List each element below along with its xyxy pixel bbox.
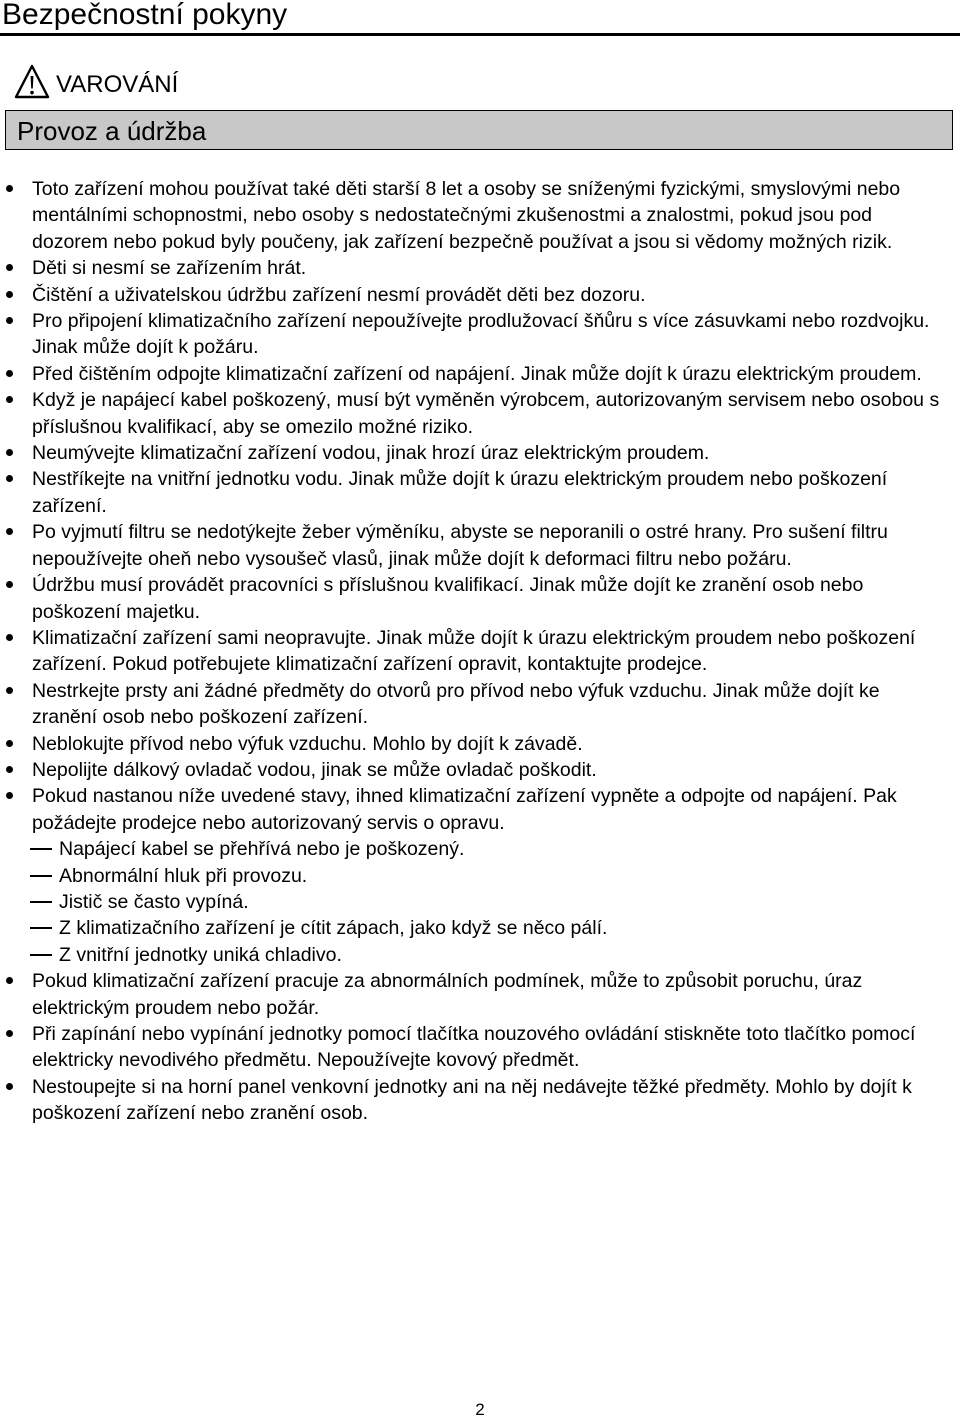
list-item-text: Při zapínání nebo vypínání jednotky pomocí tlačítka nouzového ovládání stiskněte toto tlačítko pomocí elektricky nevodivého předmětu. Nepoužívejte kovový předmět. bbox=[32, 1023, 916, 1072]
list-item-text: Nestrkejte prsty ani žádné předměty do otvorů pro přívod nebo výfuk vzduchu. Jinak může dojít ke zranění osob nebo poškození zařízení. bbox=[32, 679, 880, 729]
sub-list-item-text: Z vnitřní jednotky uniká chladivo. bbox=[59, 943, 342, 966]
sub-list-item bbox=[32, 836, 950, 862]
bullet-icon bbox=[6, 634, 13, 641]
sub-list-item-text: Abnormální hluk při provozu. bbox=[59, 864, 308, 887]
list-item-text: Děti si nesmí se zařízením hrát. bbox=[32, 257, 307, 280]
title-divider bbox=[0, 33, 960, 36]
bullet-icon bbox=[6, 291, 13, 298]
section-header bbox=[5, 110, 953, 150]
list-item-text: Toto zařízení mohou používat také děti starší 8 let a osoby se sníženými fyzickými, smyslovými nebo mentálními schopnostmi, nebo osoby s nedostatečnými zkušenostmi a znalostmi, pokud jsou pod dozorem nebo pokud byly poučeny, jak zařízení bezpečně používat a jsou si vědomy možných rizik. bbox=[32, 178, 901, 253]
page-title: Bezpečnostní pokyny bbox=[2, 0, 288, 31]
warning-label: VAROVÁNÍ bbox=[56, 71, 179, 98]
list-item-text: Nestříkejte na vnitřní jednotku vodu. Jinak může dojít k úrazu elektrickým proudem nebo poškození zařízení. bbox=[32, 468, 888, 517]
dash-icon bbox=[30, 954, 52, 956]
list-item-text: Pro připojení klimatizačního zařízení nepoužívejte prodlužovací šňůru s více zásuvkami nebo rozdvojku. Jinak může dojít k požáru. bbox=[32, 310, 930, 359]
list-item bbox=[0, 1021, 960, 1074]
sub-list-item-text: Jistič se často vypíná. bbox=[59, 890, 249, 913]
list-item-text: Když je napájecí kabel poškozený, musí být vyměněn výrobcem, autorizovaným servisem nebo osobou s příslušnou kvalifikací, aby se omezilo možné riziko. bbox=[32, 389, 940, 438]
page-number: 2 bbox=[475, 1400, 485, 1419]
bullet-icon bbox=[6, 1083, 13, 1090]
bullet-icon bbox=[6, 977, 13, 984]
list-item-text: Nestoupejte si na horní panel venkovní jednotky ani na něj nedávejte těžké předměty. Mohlo by dojít k poškození zařízení nebo zranění osob. bbox=[32, 1075, 912, 1125]
list-item-text: Nepolijte dálkový ovladač vodou, jinak se může ovladač poškodit. bbox=[32, 758, 597, 781]
list-item-text: Pokud nastanou níže uvedené stavy, ihned klimatizační zařízení vypněte a odpojte od napájení. Pak požádejte prodejce nebo autorizovaný servis o opravu. bbox=[32, 785, 897, 834]
bullet-icon bbox=[6, 370, 13, 377]
list-item bbox=[0, 308, 960, 361]
dash-icon bbox=[30, 901, 52, 903]
sub-list-item bbox=[32, 889, 950, 915]
bullet-icon bbox=[6, 396, 13, 403]
warning-triangle-icon bbox=[14, 64, 50, 100]
list-item bbox=[0, 176, 960, 255]
bullet-icon bbox=[6, 687, 13, 694]
dash-icon bbox=[30, 875, 52, 877]
list-item bbox=[0, 361, 960, 387]
list-item bbox=[0, 731, 960, 757]
list-item bbox=[0, 387, 960, 440]
list-item bbox=[0, 1074, 960, 1127]
list-item bbox=[0, 572, 960, 625]
list-item-text: Po vyjmutí filtru se nedotýkejte žeber výměníku, abyste se neporanili o ostré hrany. Pro sušení filtru nepoužívejte oheň nebo vysoušeč vlasů, jinak může dojít k deformaci filtru nebo požáru. bbox=[32, 521, 888, 570]
list-item bbox=[0, 783, 960, 968]
warning-header bbox=[14, 60, 178, 104]
list-item bbox=[0, 625, 960, 678]
list-item bbox=[0, 466, 960, 519]
sub-list-item bbox=[32, 942, 950, 968]
bullet-icon bbox=[6, 185, 13, 192]
bullet-icon bbox=[6, 264, 13, 271]
bullet-icon bbox=[6, 449, 13, 456]
list-item bbox=[0, 440, 960, 466]
sub-list bbox=[32, 836, 950, 968]
list-item bbox=[0, 519, 960, 572]
bullet-icon bbox=[6, 528, 13, 535]
section-title: Provoz a údržba bbox=[17, 116, 207, 146]
list-item-text: Klimatizační zařízení sami neopravujte. Jinak může dojít k úrazu elektrickým proudem nebo poškození zařízení. Pokud potřebujete klimatizační zařízení opravit, kontaktujte prodejce. bbox=[32, 626, 916, 676]
list-item bbox=[0, 757, 960, 783]
bullet-icon bbox=[6, 740, 13, 747]
bullet-icon bbox=[6, 792, 13, 799]
dash-icon bbox=[30, 848, 52, 850]
bullet-icon bbox=[6, 1030, 13, 1037]
dash-icon bbox=[30, 927, 52, 929]
sub-list-item-text: Z klimatizačního zařízení je cítit zápach, jako když se něco pálí. bbox=[59, 917, 608, 940]
sub-list-item bbox=[32, 863, 950, 889]
list-item-text: Údržbu musí provádět pracovníci s příslušnou kvalifikací. Jinak může dojít ke zranění osob nebo poškození majetku. bbox=[32, 574, 864, 623]
list-item-text: Čištění a uživatelskou údržbu zařízení nesmí provádět děti bez dozoru. bbox=[32, 283, 646, 306]
list-item-text: Neumývejte klimatizační zařízení vodou, jinak hrozí úraz elektrickým proudem. bbox=[32, 442, 710, 465]
list-item-text: Před čištěním odpojte klimatizační zařízení od napájení. Jinak může dojít k úrazu elektrickým proudem. bbox=[32, 362, 922, 385]
list-item-text: Pokud klimatizační zařízení pracuje za abnormálních podmínek, může to způsobit poruchu, úraz elektrickým proudem nebo požár. bbox=[32, 970, 863, 1019]
bullet-icon bbox=[6, 475, 13, 482]
list-item-text: Neblokujte přívod nebo výfuk vzduchu. Mohlo by dojít k závadě. bbox=[32, 732, 583, 755]
safety-instructions-list bbox=[0, 176, 960, 1127]
list-item bbox=[0, 968, 960, 1021]
sub-list-item-text: Napájecí kabel se přehřívá nebo je poškozený. bbox=[59, 838, 465, 861]
list-item bbox=[0, 282, 960, 308]
bullet-icon bbox=[6, 766, 13, 773]
bullet-icon bbox=[6, 581, 13, 588]
list-item bbox=[0, 255, 960, 281]
sub-list-item bbox=[32, 915, 950, 941]
list-item bbox=[0, 678, 960, 731]
bullet-icon bbox=[6, 317, 13, 324]
